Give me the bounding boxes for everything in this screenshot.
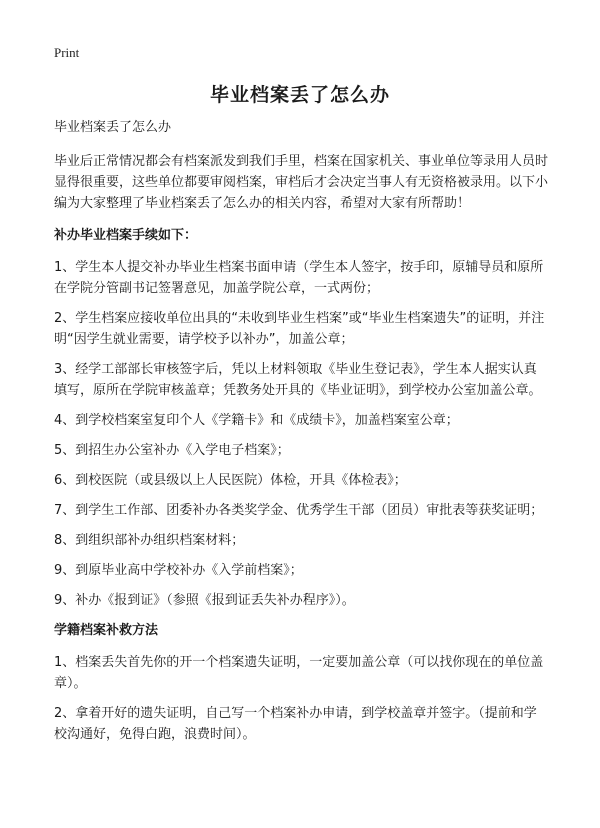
article-body [54,117,548,754]
list-item: 4、到学校档案室复印个人《学籍卡》和《成绩卡》，加盖档案室公章； [54,413,459,428]
list-item: 7、到学生工作部、团委补办各类奖学金、优秀学生干部（团员）审批表等获奖证明； [54,503,544,518]
article-subtitle: 毕业档案丢了怎么办 [54,120,172,135]
list-item: 1、档案丢失首先你的开一个档案遗失证明，一定要加盖公章（可以找你现在的单位盖章）。 [54,655,544,691]
list-item: 3、经学工部部长审核签字后，凭以上材料领取《毕业生登记表》，学生本人据实认真填写，原所在学院审核盖章；凭教务处开具的《毕业证明》，到学校办公室加盖公章。 [54,362,542,398]
list-item: 2、拿着开好的遗失证明，自己写一个档案补办申请，到学校盖章并签字。（提前和学校沟通好，免得白跑，浪费时间）。 [54,706,537,742]
list-item: 1、学生本人提交补办毕业生档案书面申请（学生本人签字，按手印，原辅导员和原所在学院分管副书记签署意见，加盖学院公章，一式两份； [54,260,544,296]
page-title: 毕业档案丢了怎么办 [209,84,390,106]
section-heading-remedy: 学籍档案补救方法 [54,623,159,638]
intro-paragraph: 毕业后正常情况都会有档案派发到我们手里，档案在国家机关、事业单位等录用人员时显得很重要，这些单位都要审阅档案，审档后才会决定当事人有无资格被录用。以下小编为大家整理了毕业档案丢了怎么办的相关内容，希望对大家有所帮助！ [54,154,549,211]
section-heading-procedure: 补办毕业档案手续如下： [54,228,198,243]
list-item: 9、到原毕业高中学校补办《入学前档案》； [54,563,303,578]
list-item: 6、到校医院（或县级以上人民医院）体检，开具《体检表》； [54,473,407,488]
print-link[interactable]: Print [54,45,80,60]
list-item: 8、到组织部补办组织档案材料； [54,533,245,548]
list-item: 2、学生档案应接收单位出具的“未收到毕业生档案”或“毕业生档案遗失”的证明，并注明“因学生就业需要，请学校予以补办”，加盖公章； [54,311,545,347]
list-item: 5、到招生办公室补办《入学电子档案》； [54,443,290,458]
list-item: 9、补办《报到证》（参照《报到证丢失补办程序》）。 [54,593,355,608]
